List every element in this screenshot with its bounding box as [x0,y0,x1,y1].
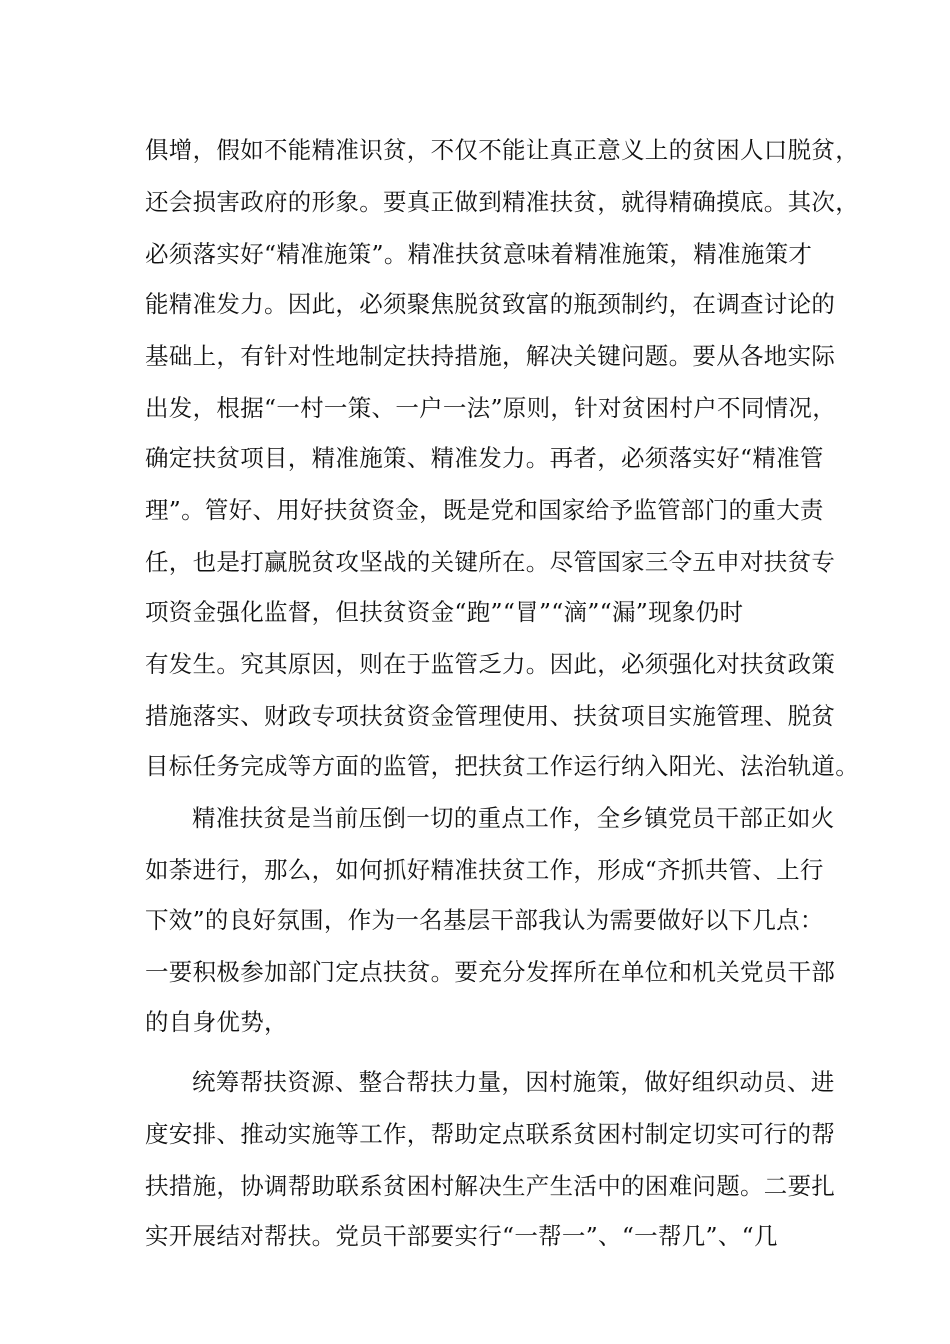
text-line: 一要积极参加部门定点扶贫。要充分发挥所在单位和机关党员干部 [145,958,836,986]
text-line: 确定扶贫项目，精准施策、精准发力。再者，必须落实好“精准管 [145,444,824,472]
text-line: 基础上，有针对性地制定扶持措施，解决关键问题。要从各地实际 [145,342,836,370]
text-line: 如荼进行，那么，如何抓好精准扶贫工作，形成“齐抓共管、上行 [145,856,824,884]
text-line: 实开展结对帮扶。党员干部要实行“一帮一”、“一帮几”、“几 [145,1222,778,1250]
text-line: 能精准发力。因此，必须聚焦脱贫致富的瓶颈制约，在调查讨论的 [145,290,836,318]
text-line: 目标任务完成等方面的监管，把扶贫工作运行纳入阳光、法治轨道。 [145,752,859,780]
text-line: 还会损害政府的形象。要真正做到精准扶贫，就得精确摸底。其次， [145,188,859,216]
text-line: 任，也是打赢脱贫攻坚战的关键所在。尽管国家三令五申对扶贫专 [145,548,836,576]
text-line: 必须落实好“精准施策”。精准扶贫意味着精准施策，精准施策才 [145,240,813,268]
text-line: 度安排、推动实施等工作，帮助定点联系贫困村制定切实可行的帮 [145,1120,836,1148]
text-line: 俱增，假如不能精准识贫，不仅不能让真正意义上的贫困人口脱贫， [145,136,859,164]
paragraph-first-line: 精准扶贫是当前压倒一切的重点工作，全乡镇党员干部正如火 [192,804,835,832]
text-line: 下效”的良好氛围，作为一名基层干部我认为需要做好以下几点： [145,906,824,934]
text-line: 理”。管好、用好扶贫资金，既是党和国家给予监管部门的重大责 [145,496,824,524]
text-line: 项资金强化监督，但扶贫资金“跑”“冒”“滴”“漏”现象仍时 [145,598,744,626]
text-line: 措施落实、财政专项扶贫资金管理使用、扶贫项目实施管理、脱贫 [145,702,836,730]
text-line: 出发，根据“一村一策、一户一法”原则，针对贫困村户不同情况， [145,394,837,422]
text-line: 扶措施，协调帮助联系贫困村解决生产生活中的困难问题。二要扎 [145,1172,836,1200]
paragraph-first-line: 统筹帮扶资源、整合帮扶力量，因村施策，做好组织动员、进 [192,1068,835,1096]
text-line: 的自身优势， [145,1008,288,1036]
text-line: 有发生。究其原因，则在于监管乏力。因此，必须强化对扶贫政策 [145,650,836,678]
